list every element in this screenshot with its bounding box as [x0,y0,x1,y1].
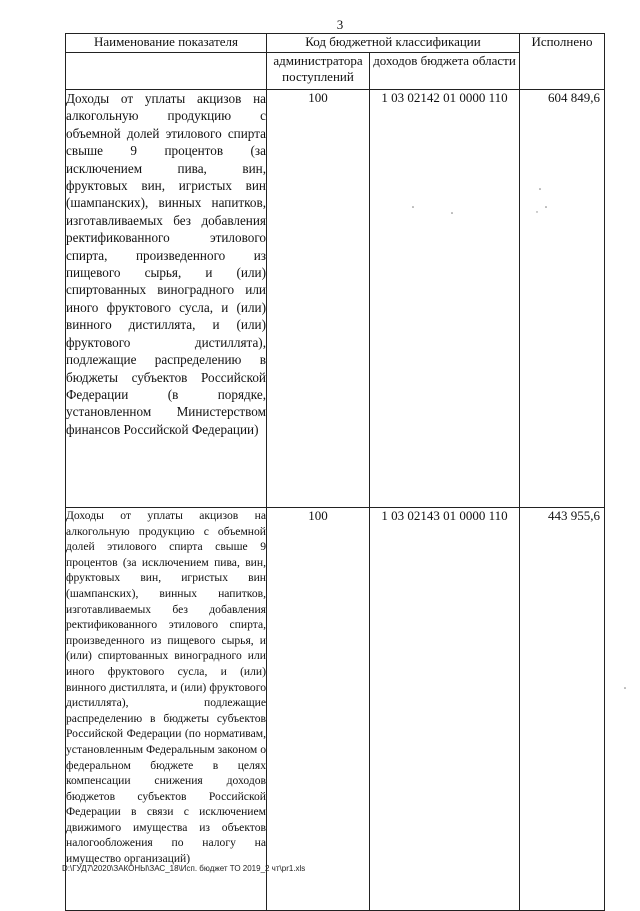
header-code-group: Код бюджетной классификации [267,34,520,53]
file-path-footer: D:\ГУД7\2020\ЗАКОНЫ\ЗАС_18\Исп. бюджет ТО 2019_2 чт\pr1.xls [62,864,306,873]
header-admin: администратора поступлений [267,53,370,90]
budget-table [65,33,605,911]
row-revenue-code: 1 03 02142 01 0000 110 [370,90,520,508]
header-revenue: доходов бюджета области [370,53,520,90]
table-row [66,90,605,508]
row-admin-code: 100 [267,90,370,508]
row-executed: 443 955,6 [520,508,605,911]
row-executed: 604 849,6 [520,90,605,508]
header-name-spacer [66,53,267,90]
row-admin-code: 100 [267,508,370,911]
row-revenue-code: 1 03 02143 01 0000 110 [370,508,520,911]
row-description: Доходы от уплаты акцизов на алкогольную продукцию с объемной долей этилового спирта свыше 9 процентов (за исключением пива, вин, фруктовых вин, игристых вин (шампанских), винных напитков, изготавливаемых без добавления ректификованного этилового спирта, произведенного из пищевого сырья, и (или) спиртованных виноградного или иного фруктового сусла, и (или) винного дистиллята, и (или) фруктового дистиллята), подлежащие распределению в бюджеты субъектов Российской Федерации (по нормативам, установленным Федеральным законом о федеральном бюджете в целях компенсации снижения доходов бюджетов субъектов Российской Федерации в связи с исключением движимого имущества из объектов налогообложения по налогу на имущество организаций) [66,508,267,911]
page-number: 3 [336,17,344,32]
header-name: Наименование показателя [66,34,267,53]
row-description: Доходы от уплаты акцизов на алкогольную продукцию с объемной долей этилового спирта свыше 9 процентов (за исключением пива, вин, фруктовых вин, игристых вин (шампанских), винных напитков, изготавливаемых без добавления ректификованного этилового спирта, произведенного из пищевого сырья, и (или) спиртованных виноградного или иного фруктового сусла, и (или) винного дистиллята, и (или) фруктового дистиллята), подлежащие распределению в бюджеты субъектов Российской Федерации (в порядке, установленном Министерством финансов Российской Федерации) [66,90,267,508]
table-row [66,508,605,911]
header-executed: Исполнено [520,34,605,90]
